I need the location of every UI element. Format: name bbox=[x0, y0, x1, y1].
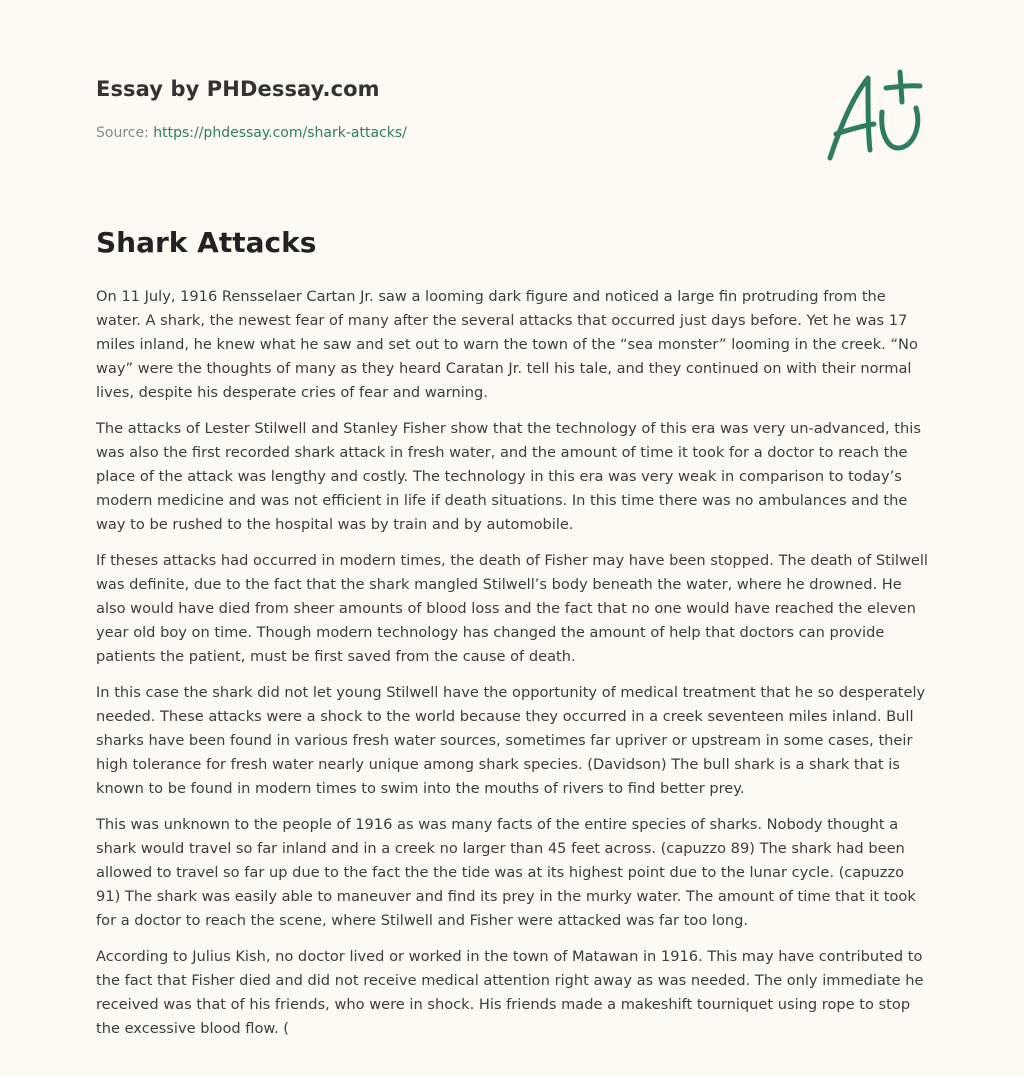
source-line bbox=[96, 125, 407, 141]
essay-paragraph: In this case the shark did not let young Stilwell have the opportunity of medical treatment that he so desperately needed. These attacks were a shock to the world because they occurred in a creek seventeen miles inland. Bull sharks have been found in various fresh water sources, sometimes far upriver or upstream in some cases, their high tolerance for fresh water nearly unique among shark species. (Davidson) The bull shark is a shark that is known to be found in modern times to swim into the mouths of rivers to find better prey. bbox=[96, 684, 926, 797]
site-brand: Essay by PHDessay.com bbox=[96, 77, 380, 101]
essay-paragraph: This was unknown to the people of 1916 as was many facts of the entire species of sharks. Nobody thought a shark would travel so far inland and in a creek no larger than 45 feet across. (capuzzo 89) The shark had been allowed to travel so far up due to the fact the the tide was at its highest point due to the lunar cycle. (capuzzo 91) The shark was easily able to maneuver and find its prey in the murky water. The amount of time that it took for a doctor to reach the scene, where Stilwell and Fisher were attacked was far too long. bbox=[96, 816, 916, 929]
essay-title: Shark Attacks bbox=[96, 226, 317, 259]
essay-paragraph: On 11 July, 1916 Rensselaer Cartan Jr. saw a looming dark figure and noticed a large fin protruding from the water. A shark, the newest fear of many after the several attacks that occurred just days before. Yet he was 17 miles inland, he knew what he saw and set out to warn the town of the “sea monster” looming in the creek. “No way” were the thoughts of many as they heard Caratan Jr. tell his tale, and they continued on with their normal lives, despite his desperate cries of fear and warning. bbox=[96, 288, 918, 401]
essay-paragraph: If theses attacks had occurred in modern times, the death of Fisher may have been stopped. The death of Stilwell was definite, due to the fact that the shark mangled Stilwell’s body beneath the water, where he drowned. He also would have died from sheer amounts of blood loss and the fact that no one would have reached the eleven year old boy on time. Though modern technology has changed the amount of help that doctors can provide patients the patient, must be first saved from the cause of death. bbox=[96, 552, 928, 665]
a-plus-logo-icon bbox=[824, 68, 928, 164]
essay-body bbox=[96, 285, 932, 1053]
essay-paragraph: The attacks of Lester Stilwell and Stanley Fisher show that the technology of this era was very un-advanced, this was also the first recorded shark attack in fresh water, and the amount of time it took for a doctor to reach the place of the attack was lengthy and costly. The technology in this era was very weak in comparison to today’s modern medicine and was not efficient in life if death situations. In this time there was no ambulances and the way to be rushed to the hospital was by train and by automobile. bbox=[96, 420, 921, 533]
source-link[interactable]: https://phdessay.com/shark-attacks/ bbox=[153, 125, 407, 141]
essay-paragraph: According to Julius Kish, no doctor lived or worked in the town of Matawan in 1916. This may have contributed to the fact that Fisher died and did not receive medical attention right away as was needed. The only immediate he received was that of his friends, who were in shock. His friends made a makeshift tourniquet using rope to stop the excessive blood flow. ( bbox=[96, 948, 924, 1037]
source-label: Source: bbox=[96, 125, 149, 141]
